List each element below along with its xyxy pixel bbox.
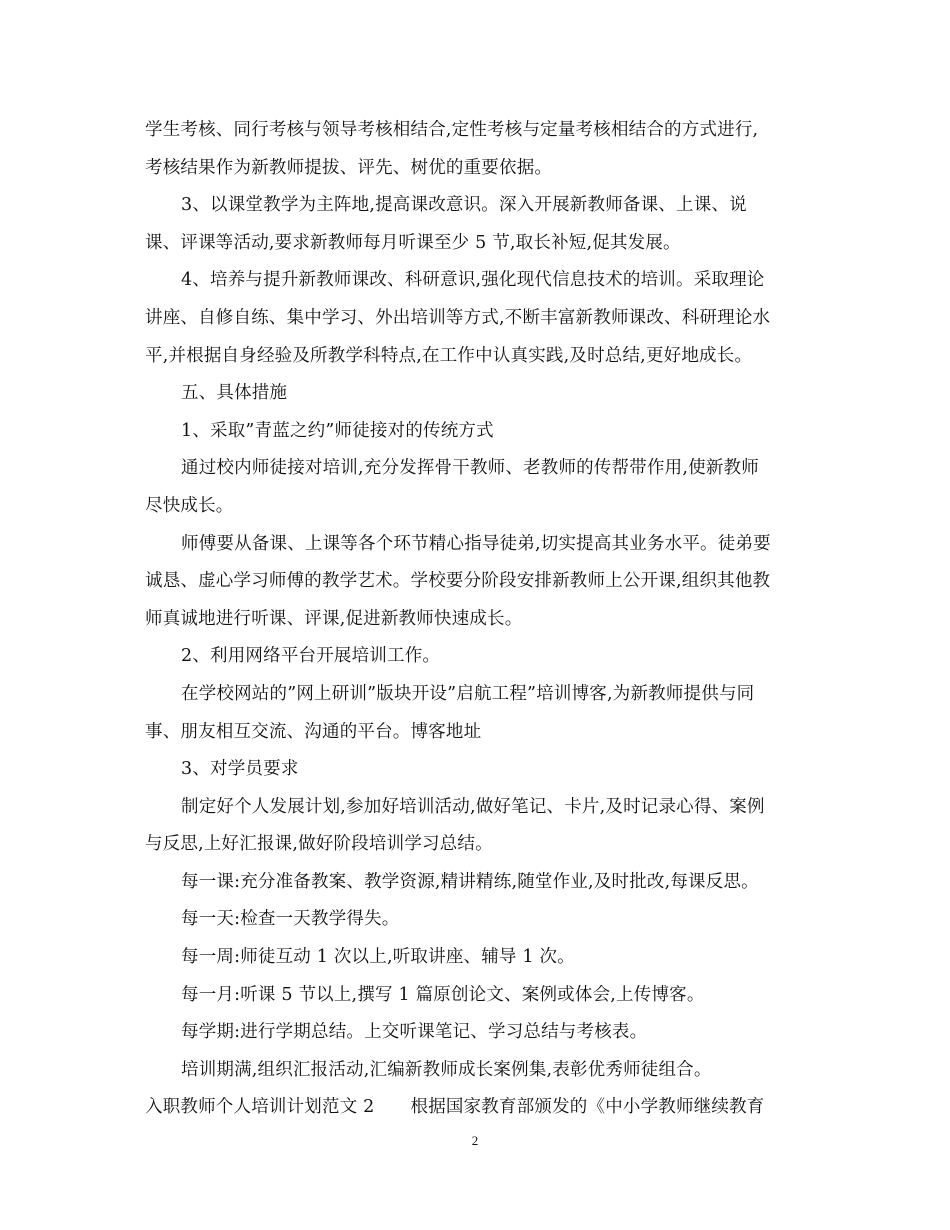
text-line: 学生考核、同行考核与领导考核相结合,定性考核与定量考核相结合的方式进行, (145, 120, 759, 140)
next-article-title: 入职教师个人培训计划范文 2 (145, 1097, 375, 1118)
text-line: 事、朋友相互交流、沟通的平台。博客地址 (145, 721, 482, 742)
text-line: 1、采取”青蓝之约”师徒接对的传统方式 (181, 420, 494, 441)
text-line: 师真诚地进行听课、评课,促进新教师快速成长。 (145, 608, 523, 629)
text-line: 通过校内师徒接对培训,充分发挥骨干教师、老教师的传帮带作用,使新教师 (181, 458, 759, 479)
text-line: 制定好个人发展计划,参加好培训活动,做好笔记、卡片,及时记录心得、案例 (181, 796, 765, 817)
text-line: 每一月:听课 5 节以上,撰写 1 篇原创论文、案例或体会,上传博客。 (181, 984, 705, 1005)
next-article-line (145, 1089, 805, 1127)
text-line: 每一课:充分准备教案、教学资源,精讲精练,随堂作业,及时批改,每课反思。 (181, 871, 759, 892)
text-line: 诚恳、虚心学习师傅的教学艺术。学校要分阶段安排新教师上公开课,组织其他教 (145, 571, 771, 592)
body-text (145, 112, 805, 1127)
next-article-continuation: 根据国家教育部颁发的《中小学教师继续教育 (410, 1097, 765, 1118)
text-line: 尽快成长。 (145, 495, 234, 516)
text-line: 3、以课堂教学为主阵地,提高课改意识。深入开展新教师备课、上课、说 (181, 195, 747, 216)
text-line: 3、对学员要求 (181, 759, 299, 780)
text-line: 考核结果作为新教师提拔、评先、树优的重要依据。 (145, 157, 553, 178)
text-line: 师傅要从备课、上课等各个环节精心指导徒弟,切实提高其业务水平。徒弟要 (181, 533, 771, 554)
text-line: 课、评课等活动,要求新教师每月听课至少 5 节,取长补短,促其发展。 (145, 232, 681, 253)
text-line: 每一周:师徒互动 1 次以上,听取讲座、辅导 1 次。 (181, 947, 575, 968)
text-line: 每学期:进行学期总结。上交听课笔记、学习总结与考核表。 (181, 1022, 648, 1043)
text-line: 4、培养与提升新教师课改、科研意识,强化现代信息技术的培训。采取理论 (181, 270, 765, 291)
text-line: 培训期满,组织汇报活动,汇编新教师成长案例集,表彰优秀师徒组合。 (181, 1059, 712, 1080)
text-line: 平,并根据自身经验及所教学科特点,在工作中认真实践,及时总结,更好地成长。 (145, 345, 753, 366)
page-number: 2 (471, 1133, 479, 1148)
text-line: 2、利用网络平台开展培训工作。 (181, 646, 441, 667)
text-line: 在学校网站的”网上研训”版块开设”启航工程”培训博客,为新教师提供与同 (181, 683, 755, 704)
text-line: 五、具体措施 (181, 383, 288, 404)
text-line: 每一天:检查一天教学得失。 (181, 909, 400, 930)
text-line: 讲座、自修自练、集中学习、外出培训等方式,不断丰富新教师课改、科研理论水 (145, 307, 771, 328)
text-line: 与反思,上好汇报课,做好阶段培训学习总结。 (145, 834, 493, 855)
